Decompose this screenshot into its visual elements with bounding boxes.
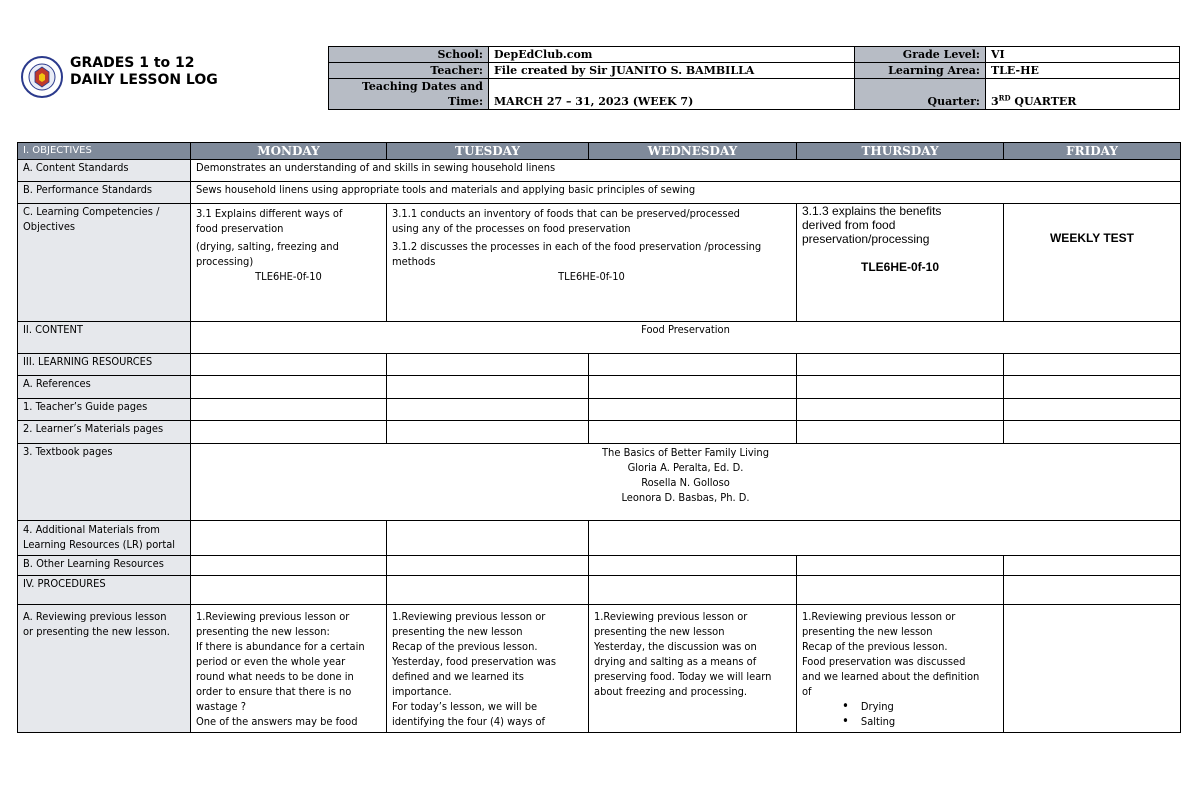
- quarter-value: [986, 79, 1180, 110]
- empty-cell: [191, 376, 387, 399]
- content-label: II. CONTENT: [18, 322, 191, 354]
- review-line: importance.: [392, 685, 452, 698]
- thursday-review: [797, 605, 1004, 733]
- area-label: Learning Area:: [855, 63, 986, 79]
- review-line: preserving food. Today we will learn: [594, 670, 772, 683]
- document-title: [70, 55, 218, 89]
- deped-seal-logo: [20, 48, 64, 106]
- empty-cell: [387, 354, 589, 376]
- textbook-author: Rosella N. Golloso: [641, 476, 730, 489]
- empty-cell: [1004, 605, 1181, 733]
- review-line: identifying the four (4) ways of: [392, 715, 546, 728]
- learners-materials-row: [18, 421, 1181, 444]
- review-line: One of the answers may be food: [196, 715, 358, 728]
- mon-comp-code: TLE6HE-0f-10: [255, 270, 322, 283]
- reviewing-row: [18, 605, 1181, 733]
- review-line: defined and we learned its: [392, 670, 524, 683]
- bullet-item: • Salting: [842, 714, 998, 729]
- empty-cell: [387, 556, 589, 576]
- title-line-2: DAILY LESSON LOG: [70, 72, 218, 88]
- thursday-header: THURSDAY: [797, 143, 1004, 160]
- empty-cell: [589, 421, 797, 444]
- empty-cell: [1004, 376, 1181, 399]
- content-standards-row: [18, 160, 1181, 182]
- empty-cell: [191, 576, 387, 605]
- review-line: Recap of the previous lesson.: [392, 640, 538, 653]
- empty-cell: [589, 376, 797, 399]
- school-label: School:: [329, 47, 489, 63]
- review-line: presenting the new lesson: [392, 625, 523, 638]
- procedures-label: IV. PROCEDURES: [18, 576, 191, 605]
- references-row: [18, 376, 1181, 399]
- reviewing-label-line1: A. Reviewing previous lesson: [23, 610, 167, 623]
- textbook-author: Gloria A. Peralta, Ed. D.: [627, 461, 744, 474]
- dates-label: [329, 79, 489, 110]
- bullet-list: [802, 699, 998, 729]
- empty-cell: [797, 399, 1004, 421]
- title-line-1: GRADES 1 to 12: [70, 55, 195, 71]
- empty-cell: [1004, 399, 1181, 421]
- content-standards-label: A. Content Standards: [18, 160, 191, 182]
- performance-standards-text: Sews household linens using appropriate tools and materials and applying basic principles of sewing: [191, 182, 1181, 204]
- quarter-number: 3: [991, 95, 999, 108]
- grade-label: Grade Level:: [855, 47, 986, 63]
- review-line: Yesterday, the discussion was on: [594, 640, 757, 653]
- competencies-row: [18, 204, 1181, 322]
- content-text: Food Preservation: [191, 322, 1181, 354]
- competencies-label-line1: C. Learning Competencies /: [23, 205, 160, 218]
- thu-comp-code: TLE6HE-0f-10: [860, 260, 940, 274]
- bullet-item: • Drying: [842, 699, 998, 714]
- empty-cell: [191, 399, 387, 421]
- lesson-log-table: [17, 142, 1181, 733]
- friday-competency: WEEKLY TEST: [1004, 204, 1181, 322]
- additional-label-line2: Learning Resources (LR) portal: [23, 538, 176, 551]
- review-line: Recap of the previous lesson.: [802, 640, 948, 653]
- textbook-label: 3. Textbook pages: [18, 444, 191, 521]
- resources-row: [18, 354, 1181, 376]
- competencies-label-line2: Objectives: [23, 220, 76, 233]
- other-resources-label: B. Other Learning Resources: [18, 556, 191, 576]
- empty-cell: [387, 376, 589, 399]
- mon-comp-line: 3.1 Explains different ways of: [196, 207, 343, 220]
- review-line: presenting the new lesson:: [196, 625, 330, 638]
- review-line: order to ensure that there is no: [196, 685, 352, 698]
- teacher-label: Teacher:: [329, 63, 489, 79]
- header-info-table: [328, 46, 1180, 110]
- mon-comp-line: processing): [196, 255, 254, 268]
- tuesday-review: [387, 605, 589, 733]
- quarter-suffix: RD: [998, 93, 1011, 103]
- empty-cell: [797, 576, 1004, 605]
- teachers-guide-label: 1. Teacher’s Guide pages: [18, 399, 191, 421]
- empty-cell: [1004, 354, 1181, 376]
- mon-comp-line: (drying, salting, freezing and: [196, 240, 339, 253]
- learners-materials-label: 2. Learner’s Materials pages: [18, 421, 191, 444]
- objectives-header: I. OBJECTIVES: [18, 143, 191, 160]
- review-line: about freezing and processing.: [594, 685, 748, 698]
- empty-cell: [589, 556, 797, 576]
- review-line: If there is abundance for a certain: [196, 640, 365, 653]
- review-line: 1.Reviewing previous lesson or: [196, 610, 350, 623]
- empty-cell: [589, 521, 1181, 556]
- reviewing-label-line2: or presenting the new lesson.: [23, 625, 170, 638]
- dates-label-line1: Teaching Dates and: [361, 80, 483, 93]
- quarter-word: QUARTER: [1010, 95, 1077, 108]
- friday-header: FRIDAY: [1004, 143, 1181, 160]
- thursday-competency: [797, 204, 1004, 322]
- tue-comp-line: using any of the processes on food preservation: [392, 222, 631, 235]
- other-resources-row: [18, 556, 1181, 576]
- review-line: 1.Reviewing previous lesson or: [594, 610, 748, 623]
- performance-standards-row: [18, 182, 1181, 204]
- empty-cell: [797, 376, 1004, 399]
- references-label: A. References: [18, 376, 191, 399]
- empty-cell: [191, 556, 387, 576]
- review-line: wastage ?: [196, 700, 247, 713]
- area-value: TLE-HE: [986, 63, 1180, 79]
- review-line: Yesterday, food preservation was: [392, 655, 557, 668]
- review-line: 1.Reviewing previous lesson or: [802, 610, 956, 623]
- monday-header: MONDAY: [191, 143, 387, 160]
- resources-label: III. LEARNING RESOURCES: [18, 354, 191, 376]
- textbook-text: [191, 444, 1181, 521]
- empty-cell: [1004, 421, 1181, 444]
- thu-comp-line: 3.1.3 explains the benefits: [802, 204, 942, 218]
- dates-label-line2: Time:: [447, 95, 483, 108]
- review-line: drying and salting as a means of: [594, 655, 757, 668]
- tue-comp-line: 3.1.1 conducts an inventory of foods that can be preserved/processed: [392, 207, 740, 220]
- reviewing-label: [18, 605, 191, 733]
- empty-cell: [797, 354, 1004, 376]
- teachers-guide-row: [18, 399, 1181, 421]
- empty-cell: [589, 399, 797, 421]
- empty-cell: [387, 421, 589, 444]
- thu-comp-line: derived from food: [802, 218, 896, 232]
- empty-cell: [1004, 556, 1181, 576]
- content-row: [18, 322, 1181, 354]
- day-header-row: [18, 143, 1181, 160]
- tuesday-header: TUESDAY: [387, 143, 589, 160]
- additional-label-line1: 4. Additional Materials from: [23, 523, 160, 536]
- grade-value: VI: [986, 47, 1180, 63]
- textbook-title: The Basics of Better Family Living: [602, 446, 769, 459]
- review-line: of: [802, 685, 812, 698]
- tue-comp-code: TLE6HE-0f-10: [558, 270, 625, 283]
- mon-comp-line: food preservation: [196, 222, 284, 235]
- empty-cell: [191, 354, 387, 376]
- textbook-row: [18, 444, 1181, 521]
- review-line: presenting the new lesson: [802, 625, 933, 638]
- school-value: DepEdClub.com: [489, 47, 855, 63]
- competencies-label: [18, 204, 191, 322]
- tue-comp-line: 3.1.2 discusses the processes in each of the food preservation /processing: [392, 240, 762, 253]
- performance-standards-label: B. Performance Standards: [18, 182, 191, 204]
- empty-cell: [797, 421, 1004, 444]
- additional-materials-row: [18, 521, 1181, 556]
- additional-materials-label: [18, 521, 191, 556]
- empty-cell: [589, 354, 797, 376]
- empty-cell: [387, 576, 589, 605]
- empty-cell: [191, 521, 387, 556]
- review-line: Food preservation was discussed: [802, 655, 966, 668]
- quarter-label: Quarter:: [855, 79, 986, 110]
- review-line: For today’s lesson, we will be: [392, 700, 538, 713]
- empty-cell: [387, 521, 589, 556]
- empty-cell: [589, 576, 797, 605]
- review-line: presenting the new lesson: [594, 625, 725, 638]
- review-line: and we learned about the definition: [802, 670, 980, 683]
- empty-cell: [797, 556, 1004, 576]
- wednesday-review: [589, 605, 797, 733]
- thu-comp-line: preservation/processing: [802, 232, 930, 246]
- textbook-author: Leonora D. Basbas, Ph. D.: [621, 491, 750, 504]
- tue-wed-competency: [387, 204, 797, 322]
- empty-cell: [387, 399, 589, 421]
- procedures-row: [18, 576, 1181, 605]
- empty-cell: [191, 421, 387, 444]
- wednesday-header: WEDNESDAY: [589, 143, 797, 160]
- monday-competency: [191, 204, 387, 322]
- tue-comp-line: methods: [392, 255, 436, 268]
- dates-value: MARCH 27 – 31, 2023 (WEEK 7): [489, 79, 855, 110]
- empty-cell: [1004, 576, 1181, 605]
- monday-review: [191, 605, 387, 733]
- review-line: period or even the whole year: [196, 655, 346, 668]
- teacher-value: File created by Sir JUANITO S. BAMBILLA: [489, 63, 855, 79]
- review-line: round what needs to be done in: [196, 670, 354, 683]
- content-standards-text: Demonstrates an understanding of and skills in sewing household linens: [191, 160, 1181, 182]
- review-line: 1.Reviewing previous lesson or: [392, 610, 546, 623]
